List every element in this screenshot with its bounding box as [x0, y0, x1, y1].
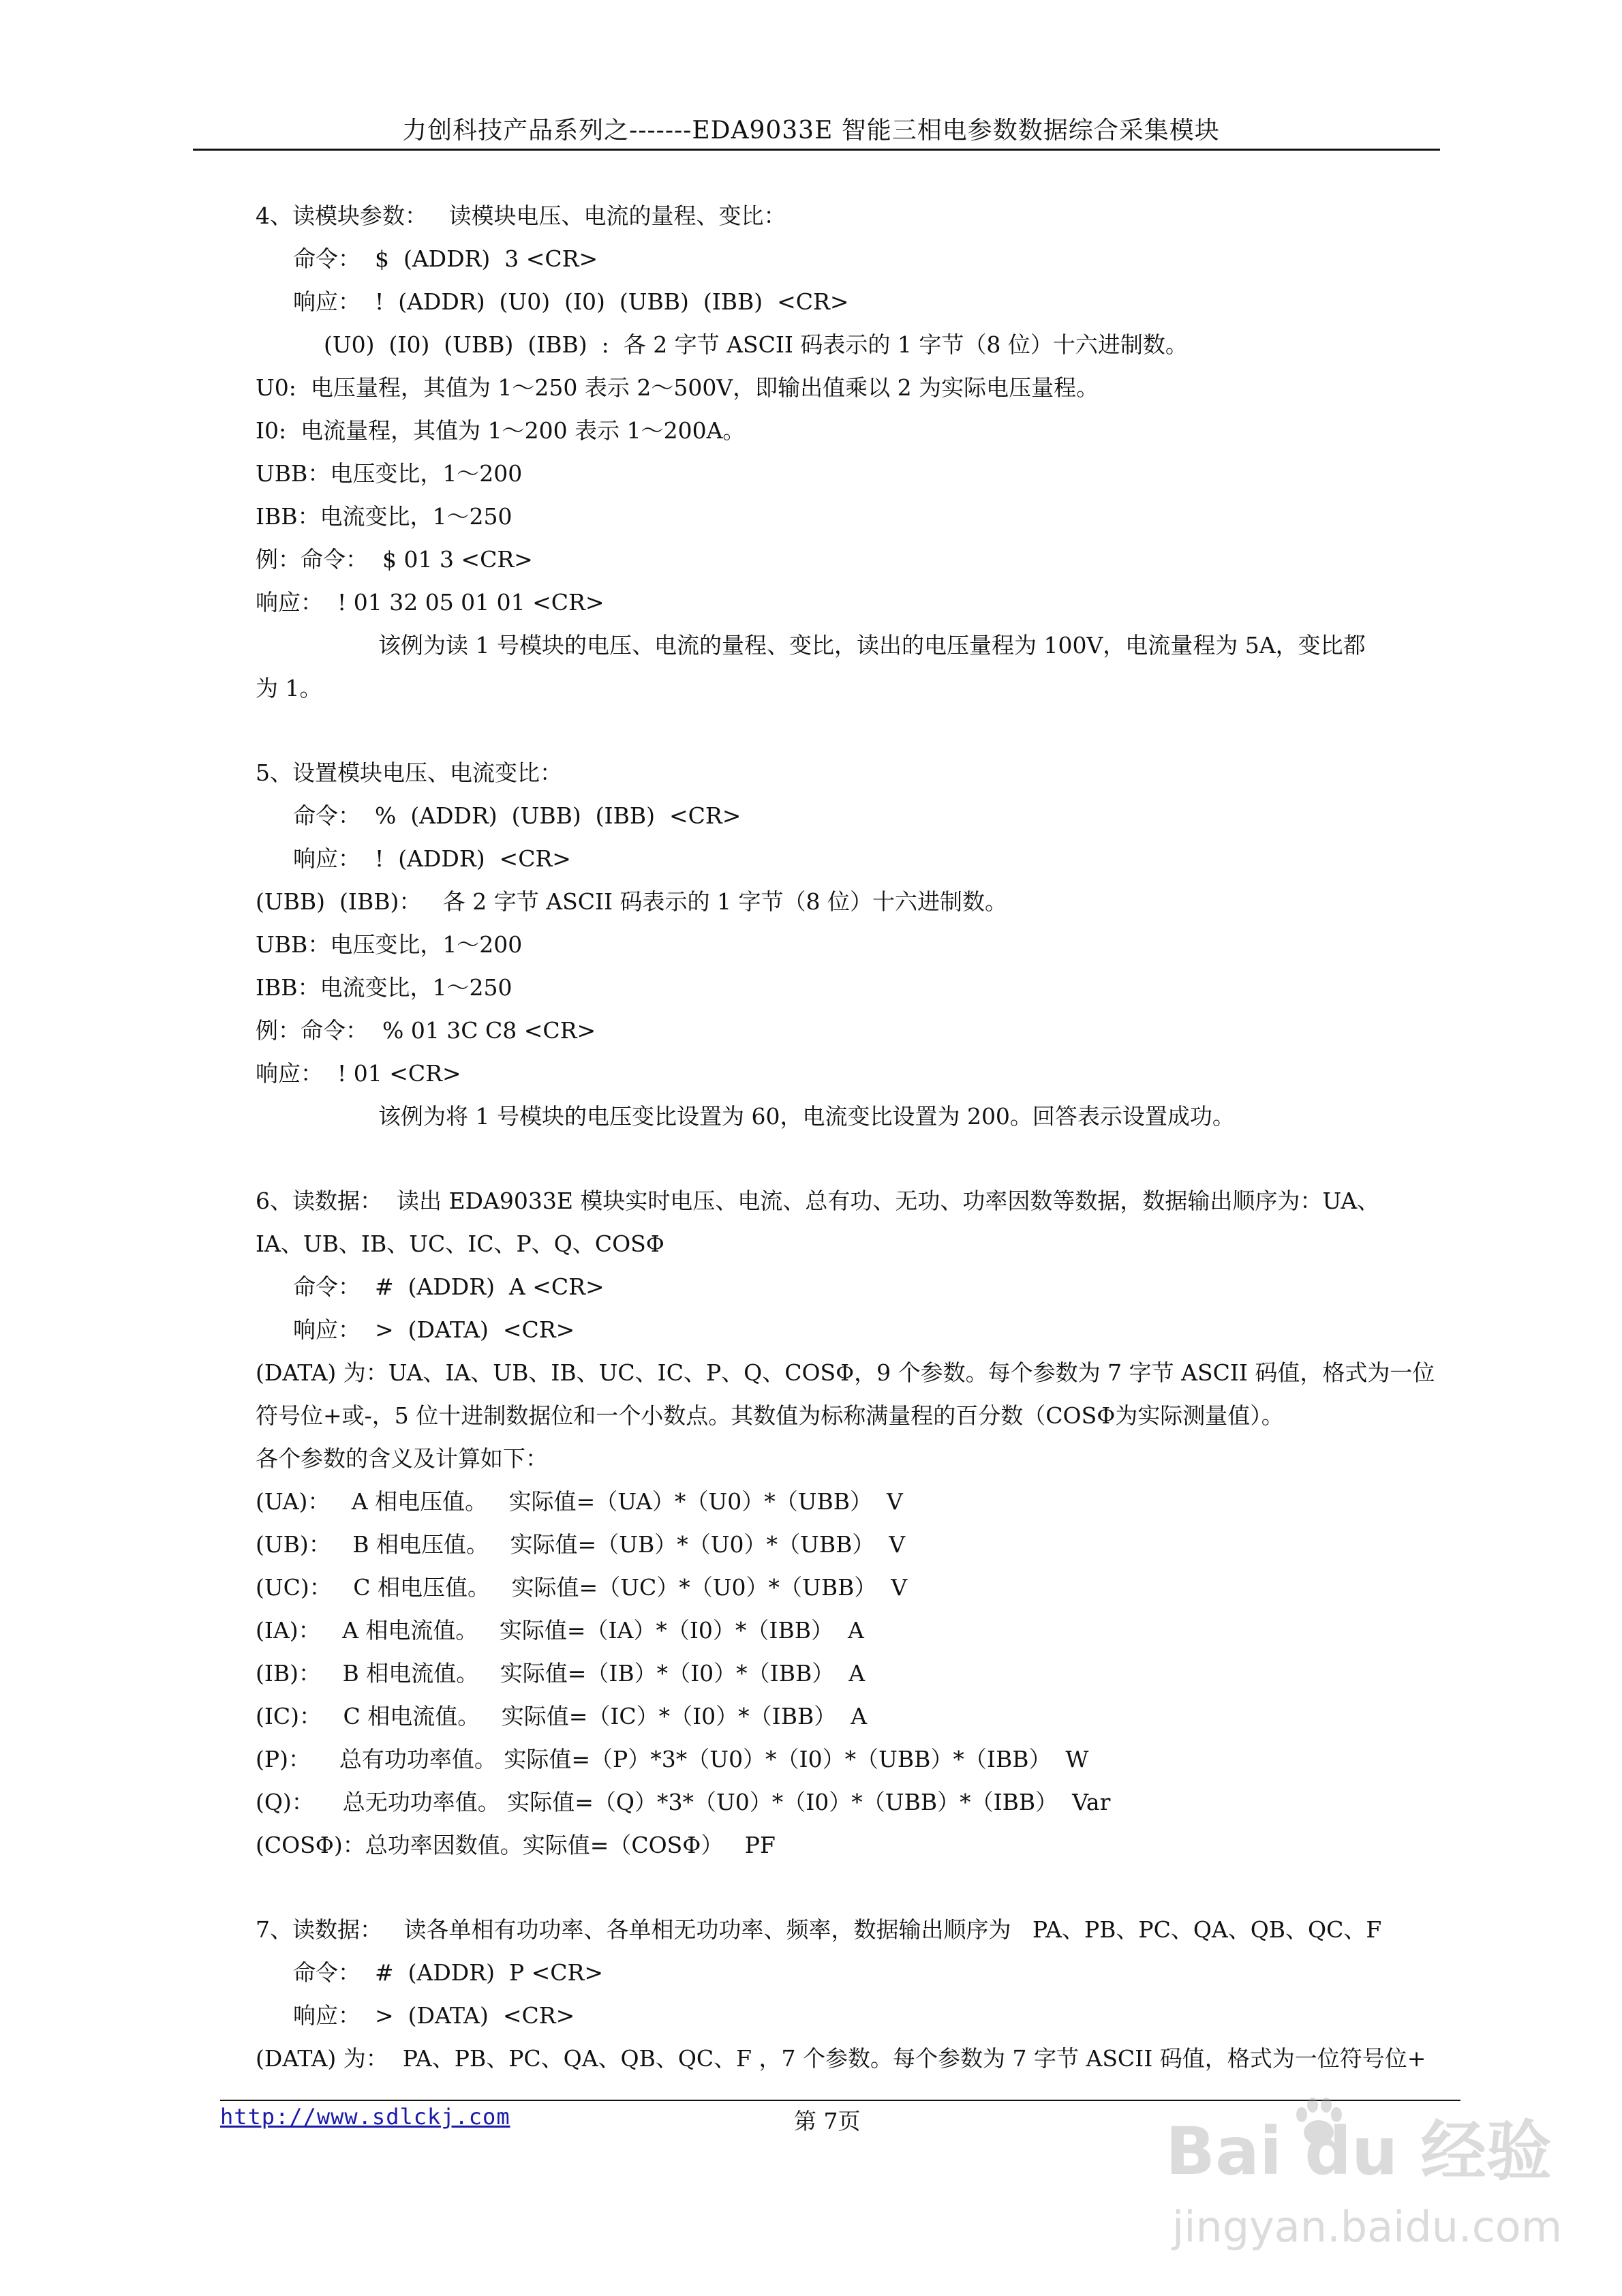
text-line: 命令： # (ADDR) P <CR>	[293, 1959, 604, 1986]
text-line: 例：命令： $ 01 3 <CR>	[256, 546, 533, 573]
text-line: (IB)： B 相电流值。 实际值=（IB）*（I0）*（IBB） A	[256, 1660, 866, 1687]
text-line: 该例为读 1 号模块的电压、电流的量程、变比，读出的电压量程为 100V，电流量程为 5A，变比都	[378, 632, 1366, 659]
section-4-heading: 4、读模块参数： 读模块电压、电流的量程、变比：	[256, 202, 786, 229]
text-line: 命令： # (ADDR) A <CR>	[293, 1273, 605, 1300]
page-header-title: 力创科技产品系列之-------EDA9033E 智能三相电参数数据综合采集模块	[402, 117, 1220, 145]
text-line: IBB：电流变比，1～250	[256, 503, 512, 530]
text-line: 例：命令： % 01 3C C8 <CR>	[256, 1017, 596, 1044]
text-line: 响应： ! 01 32 05 01 01 <CR>	[256, 589, 605, 616]
text-line: U0: 电压量程，其值为 1～250 表示 2～500V，即输出值乘以 2 为实际电压量程。	[256, 374, 1099, 401]
footer-page-number: 第 7页	[794, 2108, 861, 2134]
text-line: (UBB) (IBB)： 各 2 字节 ASCII 码表示的 1 字节（8 位）十六进制数。	[256, 888, 1007, 915]
text-line: 为 1。	[256, 675, 322, 701]
text-line: (COSΦ)：总功率因数值。实际值=（COSΦ） PF	[256, 1832, 776, 1858]
text-line: 命令： $ (ADDR) 3 <CR>	[293, 245, 598, 272]
footer-website-link[interactable]: http://www.sdlckj.com	[220, 2104, 510, 2130]
text-line: 响应： ! 01 <CR>	[256, 1060, 461, 1087]
text-line: 各个参数的含义及计算如下：	[256, 1445, 548, 1472]
text-line: 该例为将 1 号模块的电压变比设置为 60，电流变比设置为 200。回答表示设置成功。	[378, 1103, 1235, 1130]
text-line: IA、UB、IB、UC、IC、P、Q、COSΦ	[256, 1230, 664, 1257]
text-line: 响应： ! (ADDR) <CR>	[293, 845, 571, 872]
watermark-brand: Bai du 经验	[1165, 2113, 1552, 2190]
watermark-site: jingyan.baidu.com	[1172, 2202, 1563, 2252]
text-line: (UB)： B 相电压值。 实际值=（UB）*（U0）*（UBB） V	[256, 1531, 906, 1558]
text-line: (IC)： C 相电流值。 实际值=（IC）*（I0）*（IBB） A	[256, 1703, 868, 1729]
text-line: (UA)： A 相电压值。 实际值=（UA）*（U0）*（UBB） V	[256, 1488, 903, 1515]
text-line: 响应： > (DATA) <CR>	[293, 2002, 575, 2029]
text-line: 符号位+或-，5 位十进制数据位和一个小数点。其数值为标称满量程的百分数（COSΦ为实际测量值）。	[256, 1402, 1284, 1429]
text-line: 响应： > (DATA) <CR>	[293, 1316, 575, 1343]
text-line: UBB：电压变比，1～200	[256, 931, 523, 958]
section-7-heading: 7、读数据： 读各单相有功功率、各单相无功功率、频率，数据输出顺序为 PA、PB、PC、QA、QB、QC、F	[256, 1916, 1382, 1943]
text-line: (DATA) 为： PA、PB、PC、QA、QB、QC、F ，7 个参数。每个参数为 7 字节 ASCII 码值，格式为一位符号位+	[256, 2045, 1426, 2072]
section-6-heading: 6、读数据： 读出 EDA9033E 模块实时电压、电流、总有功、无功、功率因数等数据，数据输出顺序为：UA、	[256, 1188, 1380, 1214]
text-line: 响应： ! (ADDR) (U0) (I0) (UBB) (IBB) <CR>	[293, 288, 849, 315]
text-line: (Q)： 总无功功率值。 实际值=（Q）*3*（U0）*（I0）*（UBB）*（IBB） Var	[256, 1789, 1111, 1815]
text-line: IBB：电流变比，1～250	[256, 974, 512, 1001]
baidu-jingyan-watermark	[1152, 2072, 1563, 2277]
text-line: (UC)： C 相电压值。 实际值=（UC）*（U0）*（UBB） V	[256, 1574, 908, 1601]
text-line: I0: 电流量程，其值为 1～200 表示 1～200A。	[256, 417, 746, 444]
text-line: 命令： % (ADDR) (UBB) (IBB) <CR>	[293, 802, 741, 829]
text-line: UBB：电压变比，1～200	[256, 460, 523, 487]
text-line: (U0) (I0) (UBB) (IBB) : 各 2 字节 ASCII 码表示的 1 字节（8 位）十六进制数。	[324, 331, 1188, 358]
text-line: (DATA) 为：UA、IA、UB、IB、UC、IC、P、Q、COSΦ，9 个参数。每个参数为 7 字节 ASCII 码值，格式为一位	[256, 1359, 1435, 1386]
text-line: (IA)： A 相电流值。 实际值=（IA）*（I0）*（IBB） A	[256, 1617, 864, 1644]
section-5-heading: 5、设置模块电压、电流变比：	[256, 759, 562, 786]
text-line: (P)： 总有功功率值。 实际值=（P）*3*（U0）*（I0）*（UBB）*（IBB） W	[256, 1746, 1089, 1772]
header-rule	[193, 149, 1440, 151]
